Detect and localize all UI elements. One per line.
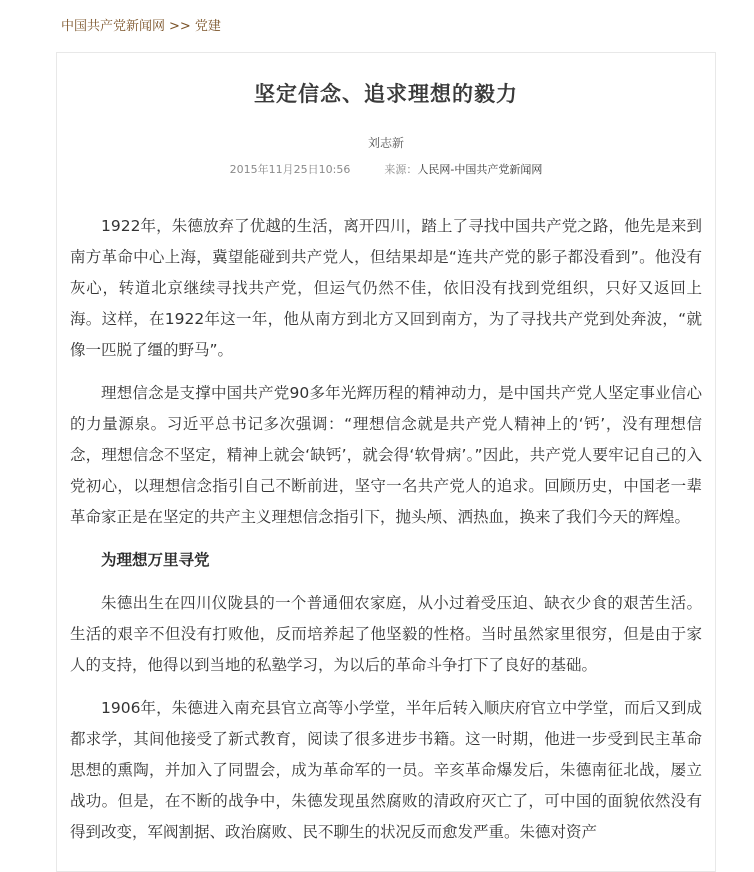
article-title: 坚定信念、追求理想的毅力 xyxy=(254,81,518,106)
breadcrumb-section-link[interactable]: 党建 xyxy=(194,19,221,34)
source-link[interactable]: 人民网-中国共产党新闻网 xyxy=(417,163,543,176)
breadcrumb-separator: >> xyxy=(169,19,191,34)
paragraph-3: 朱德出生在四川仪陇县的一个普通佃农家庭，从小过着受压迫、缺衣少食的艰苦生活。生活的艰辛不但没有打败他，反而培养起了他坚毅的性格。当时虽然家里很穷，但是由于家人的支持，他得以到当地的私塾学习，为以后的革命斗争打下了良好的基础。 xyxy=(70,594,702,674)
paragraph-2: 理想信念是支撑中国共产党90多年光辉历程的精神动力，是中国共产党人坚定事业信心的力量源泉。习近平总书记多次强调：“理想信念就是共产党人精神上的‘钙’，没有理想信念，理想信念不坚定，精神上就会‘缺钙’，就会得‘软骨病’。”因此，共产党人要牢记自己的入党初心，以理想信念指引自己不断前进，坚守一名共产党人的追求。回顾历史，中国老一辈革命家正是在坚定的共产主义理想信念指引下，抛头颅、洒热血，换来了我们今天的辉煌。 xyxy=(70,384,702,526)
breadcrumb-home-link[interactable]: 中国共产党新闻网 xyxy=(61,19,166,34)
paragraph-4: 1906年，朱德进入南充县官立高等小学堂，半年后转入顺庆府官立中学堂，而后又到成都求学，其间他接受了新式教育，阅读了很多进步书籍。这一时期，他进一步受到民主革命思想的熏陶，并加入了同盟会，成为革命军的一员。辛亥革命爆发后，朱德南征北战，屡立战功。但是，在不断的战争中，朱德发现虽然腐败的清政府灭亡了，可中国的面貌依然没有得到改变，军阀割据、政治腐败、民不聊生的状况反而愈发严重。朱德对资产 xyxy=(70,699,702,841)
source-label: 来源： xyxy=(384,163,418,176)
section-subheading: 为理想万里寻党 xyxy=(101,551,210,569)
article-body xyxy=(70,211,702,860)
paragraph-1: 1922年，朱德放弃了优越的生活，离开四川，踏上了寻找中国共产党之路，他先是来到南方革命中心上海，冀望能碰到共产党人，但结果却是“连共产党的影子都没看到”。他没有灰心，转道北京继续寻找共产党，但运气仍然不佳，依旧没有找到党组织，只好又返回上海。这样，在1922年这一年，他从南方到北方又回到南方，为了寻找共产党到处奔波，“就像一匹脱了缰的野马”。 xyxy=(70,217,702,359)
article-date: 2015年11月25日10:56 xyxy=(229,163,351,176)
article-author: 刘志新 xyxy=(367,136,404,150)
breadcrumb xyxy=(61,15,221,34)
article-meta xyxy=(56,161,716,177)
